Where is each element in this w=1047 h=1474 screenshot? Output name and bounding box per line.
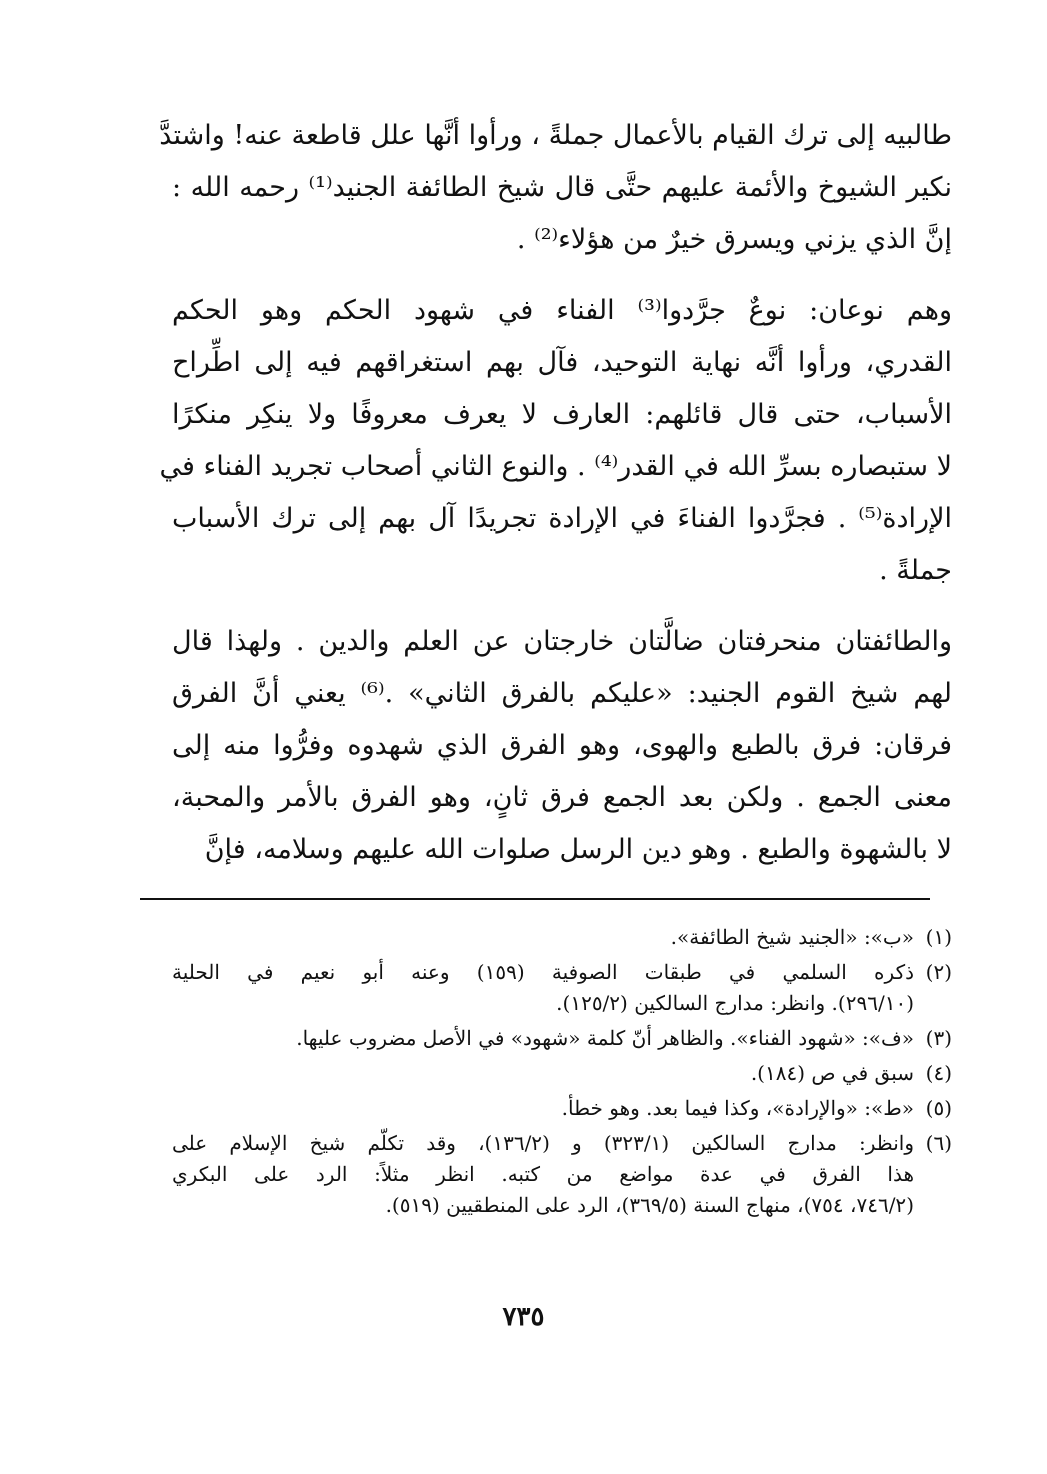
text-line: معنى الجمع . ولكن بعد الجمع فرق ثانٍ، وهو الفرق بالأمر والمحبة، <box>172 782 952 813</box>
footnote-number: (٦) <box>925 1131 952 1155</box>
footnote-text <box>172 1093 914 1124</box>
main-text <box>159 110 952 876</box>
footnote-4 <box>172 1058 952 1089</box>
paragraph-2 <box>159 285 952 597</box>
text-line: فرقان: فرق بالطبع والهوى، وهو الفرق الذي شهدوه وفرُّوا منه إلى <box>172 730 952 761</box>
text-line: الأسباب، حتى قال قائلهم: العارف لا يعرف معروفًا ولا ينكِر منكرًا <box>172 399 952 430</box>
footnote-3 <box>172 1023 952 1054</box>
text-line: لهم شيخ القوم الجنيد: «عليكم بالفرق الثاني» .⁽⁶⁾ يعني أنَّ الفرق <box>172 678 952 709</box>
footnote-separator <box>140 898 930 900</box>
footnote-line: (٢٩٦/١٠). وانظر: مدارج السالكين (١٢٥/٢). <box>556 991 914 1015</box>
text-line: والطائفتان منحرفتان ضالَّتان خارجتان عن العلم والدين . ولهذا قال <box>172 626 952 657</box>
text-line: إنَّ الذي يزني ويسرق خيرٌ من هؤلاء⁽²⁾ . <box>516 224 952 255</box>
footnote-number: (٥) <box>925 1096 952 1120</box>
footnote-5 <box>172 1093 952 1124</box>
text-line: لا بالشهوة والطبع . وهو دين الرسل صلوات الله عليهم وسلامه، فإنَّ <box>204 834 952 865</box>
paragraph-3 <box>172 616 952 876</box>
footnote-line: «ط»: «والإرادة»، وكذا فيما بعد. وهو خطأ. <box>561 1096 914 1120</box>
footnote-text <box>172 922 914 953</box>
footnote-line: «ب»: «الجنيد شيخ الطائفة». <box>670 925 914 949</box>
text-line: نكير الشيوخ والأئمة عليهم حتَّى قال شيخ الطائفة الجنيد⁽¹⁾ رحمه الله : <box>172 172 952 203</box>
footnote-6 <box>172 1128 952 1221</box>
footnote-number: (٢) <box>925 960 952 984</box>
paragraph-1 <box>159 110 952 266</box>
footnote-text <box>172 1023 914 1054</box>
text-line: جملةً . <box>879 555 952 586</box>
footnote-line: سبق في ص (١٨٤). <box>750 1061 914 1085</box>
text-line: الإرادة⁽⁵⁾ . فجرَّدوا الفناءَ في الإرادة تجريدًا آل بهم إلى ترك الأسباب <box>172 503 952 534</box>
footnote-line: ذكره السلمي في طبقات الصوفية (١٥٩) وعنه أبو نعيم في الحلية <box>172 960 915 984</box>
page-number: ٧٣٥ <box>502 1302 545 1332</box>
footnote-number: (١) <box>925 925 952 949</box>
footnotes <box>172 922 952 1225</box>
text-line: لا ستبصاره بسرِّ الله في القدر⁽⁴⁾ . والنوع الثاني أصحاب تجريد الفناء في <box>159 451 952 482</box>
footnote-1 <box>172 922 952 953</box>
footnote-2 <box>172 957 952 1019</box>
footnote-text <box>172 1058 914 1089</box>
footnote-line: (٧٤٦/٢، ٧٥٤)، منهاج السنة (٣٦٩/٥)، الرد على المنطقيين (٥١٩). <box>385 1193 914 1217</box>
footnote-line: هذا الفرق في عدة مواضع من كتبه. انظر مثلاً: الرد على البكري <box>172 1162 914 1186</box>
text-line: طالبيه إلى ترك القيام بالأعمال جملةً ، ورأوا أنَّها علل قاطعة عنه! واشتدَّ <box>159 120 952 151</box>
footnote-number: (٤) <box>925 1061 952 1085</box>
footnote-text <box>172 957 914 1019</box>
text-line: وهم نوعان: نوعٌ جرَّدوا⁽³⁾ الفناء في شهود الحكم وهو الحكم <box>172 295 952 326</box>
footnote-text <box>172 1128 914 1221</box>
text-line: القدري، ورأوا أنَّه نهاية التوحيد، فآل بهم استغراقهم فيه إلى اطِّراح <box>172 347 952 378</box>
footnote-line: «ف»: «شهود الفناء». والظاهر أنّ كلمة «شهود» في الأصل مضروب عليها. <box>296 1026 914 1050</box>
footnote-line: وانظر: مدارج السالكين (٣٢٣/١) و (١٣٦/٢)، وقد تكلّم شيخ الإسلام على <box>172 1131 914 1155</box>
footnote-number: (٣) <box>925 1026 952 1050</box>
